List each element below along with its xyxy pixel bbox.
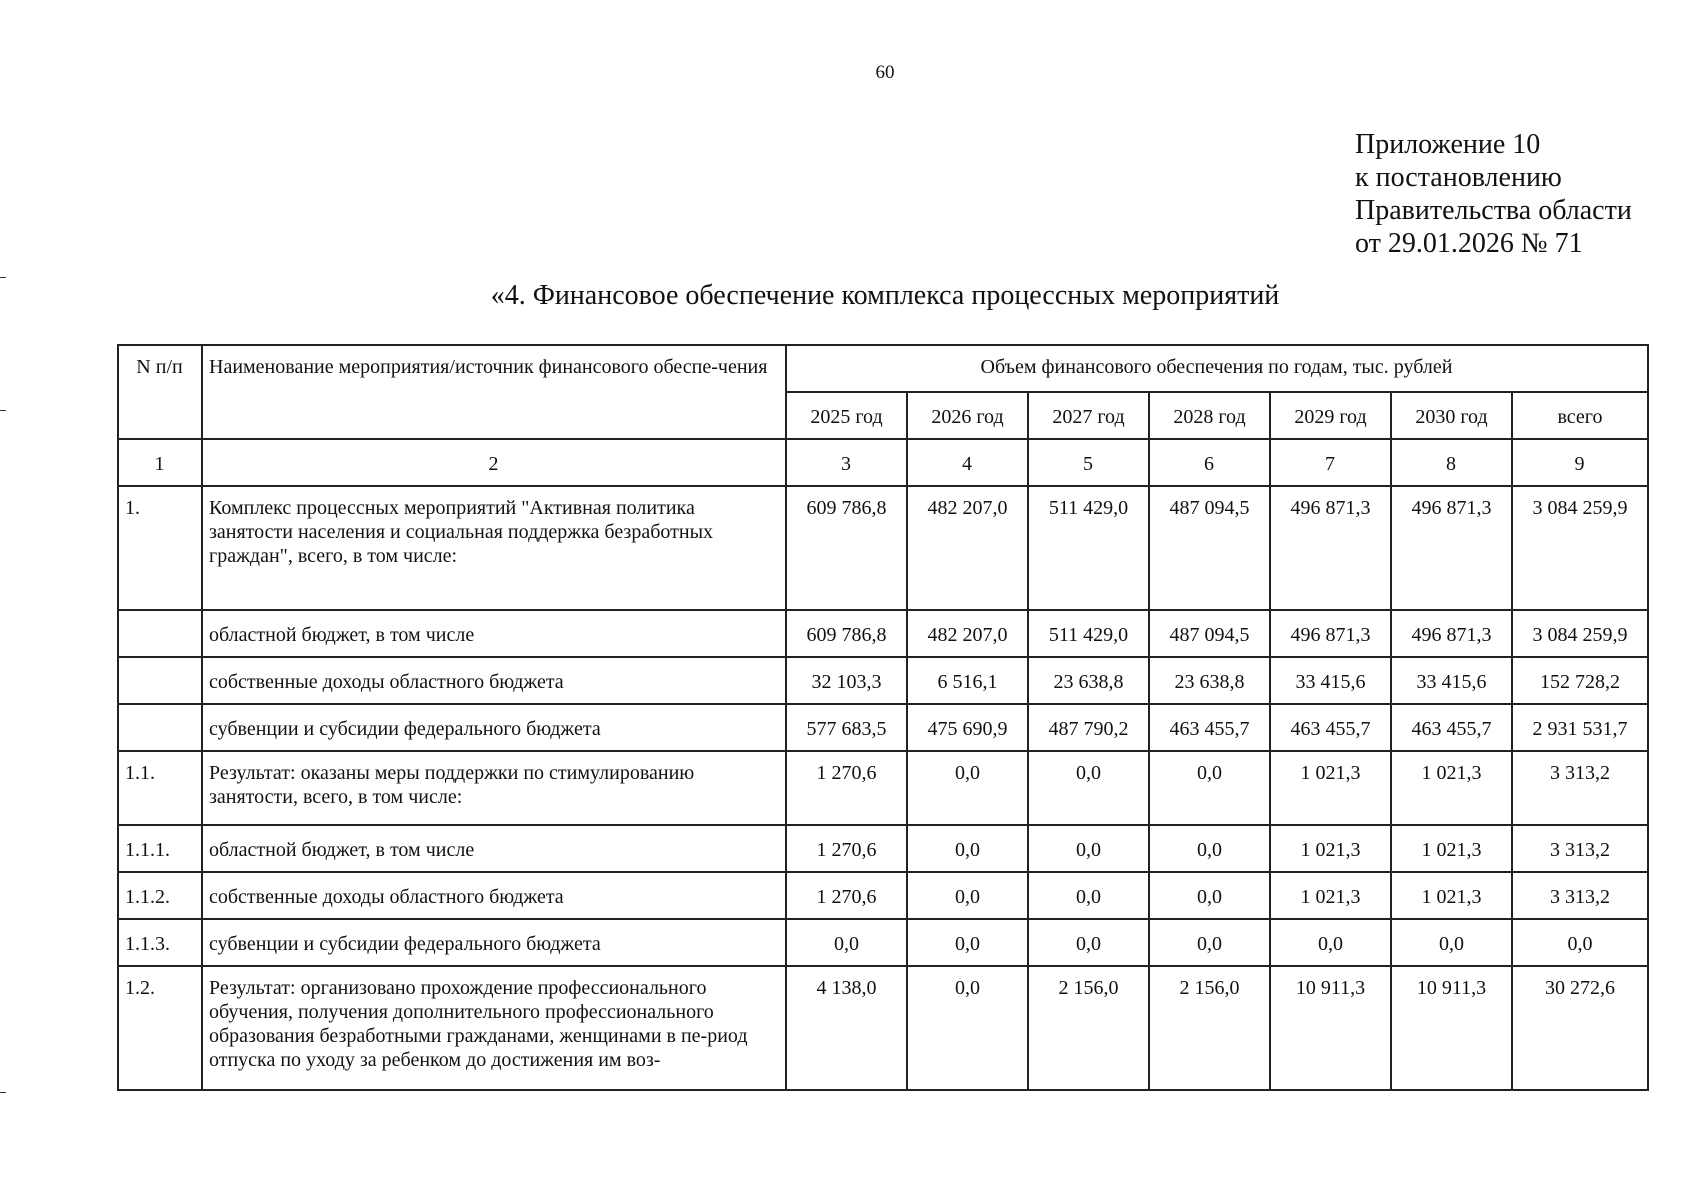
row-value: 1 270,6	[786, 751, 907, 825]
row-value: 33 415,6	[1391, 657, 1512, 704]
appendix-block	[1355, 128, 1632, 260]
table-row	[118, 966, 1648, 1090]
row-value: 10 911,3	[1270, 966, 1391, 1090]
row-value: 482 207,0	[907, 610, 1028, 657]
row-value: 0,0	[1028, 919, 1149, 966]
row-value: 511 429,0	[1028, 486, 1149, 610]
row-value: 609 786,8	[786, 486, 907, 610]
row-value: 0,0	[1149, 872, 1270, 919]
row-name: Результат: организовано прохождение профессионального обучения, получения дополнительного профессионального образования безработными гражданами, женщинами в пе-риод отпуска по уходу за ребенком до достижения им воз-	[202, 966, 786, 1090]
column-number: 7	[1270, 439, 1391, 486]
row-value: 1 270,6	[786, 825, 907, 872]
header-volume: Объем финансового обеспечения по годам, тыс. рублей	[786, 345, 1648, 392]
header-row	[118, 345, 1648, 392]
table-row	[118, 825, 1648, 872]
row-value: 463 455,7	[1270, 704, 1391, 751]
row-value: 1 021,3	[1270, 872, 1391, 919]
column-number: 9	[1512, 439, 1648, 486]
row-value: 0,0	[1149, 825, 1270, 872]
row-name: областной бюджет, в том числе	[202, 825, 786, 872]
row-value-total: 2 931 531,7	[1512, 704, 1648, 751]
column-number: 5	[1028, 439, 1149, 486]
row-value: 6 516,1	[907, 657, 1028, 704]
row-value: 0,0	[907, 825, 1028, 872]
row-value-total: 30 272,6	[1512, 966, 1648, 1090]
column-number: 2	[202, 439, 786, 486]
header-year-total: всего	[1512, 392, 1648, 439]
row-value: 496 871,3	[1391, 610, 1512, 657]
row-value: 23 638,8	[1028, 657, 1149, 704]
row-value: 2 156,0	[1028, 966, 1149, 1090]
row-value-total: 3 313,2	[1512, 872, 1648, 919]
header-num: N п/п	[118, 345, 202, 439]
row-value: 0,0	[1028, 825, 1149, 872]
row-value: 1 021,3	[1270, 825, 1391, 872]
row-number	[118, 610, 202, 657]
appendix-line: Правительства области	[1355, 195, 1632, 226]
scan-edge-mark	[0, 1092, 6, 1093]
row-value: 0,0	[786, 919, 907, 966]
scan-edge-mark	[0, 410, 6, 411]
table-row	[118, 919, 1648, 966]
column-number: 6	[1149, 439, 1270, 486]
table-row	[118, 657, 1648, 704]
row-value: 0,0	[1149, 919, 1270, 966]
row-value: 1 021,3	[1391, 825, 1512, 872]
row-value: 0,0	[907, 872, 1028, 919]
row-name: Комплекс процессных мероприятий "Активная политика занятости населения и социальная поддержка безработных граждан", всего, в том числе:	[202, 486, 786, 610]
row-value: 463 455,7	[1391, 704, 1512, 751]
header-year: 2027 год	[1028, 392, 1149, 439]
page-number: 60	[875, 62, 895, 83]
row-value: 0,0	[1028, 751, 1149, 825]
row-value: 463 455,7	[1149, 704, 1270, 751]
table-row	[118, 872, 1648, 919]
row-name: собственные доходы областного бюджета	[202, 657, 786, 704]
row-value: 1 021,3	[1391, 872, 1512, 919]
row-value: 0,0	[1270, 919, 1391, 966]
row-value: 577 683,5	[786, 704, 907, 751]
header-year: 2030 год	[1391, 392, 1512, 439]
appendix-line: к постановлению	[1355, 162, 1562, 193]
row-number: 1.1.3.	[118, 919, 202, 966]
row-number	[118, 704, 202, 751]
row-name: субвенции и субсидии федерального бюджета	[202, 919, 786, 966]
column-number: 1	[118, 439, 202, 486]
table-row	[118, 704, 1648, 751]
row-value-total: 3 084 259,9	[1512, 486, 1648, 610]
row-value: 482 207,0	[907, 486, 1028, 610]
row-name: собственные доходы областного бюджета	[202, 872, 786, 919]
scan-edge-mark	[0, 277, 6, 278]
row-value: 2 156,0	[1149, 966, 1270, 1090]
row-name: Результат: оказаны меры поддержки по стимулированию занятости, всего, в том числе:	[202, 751, 786, 825]
row-value-total: 3 084 259,9	[1512, 610, 1648, 657]
row-value: 511 429,0	[1028, 610, 1149, 657]
header-year: 2028 год	[1149, 392, 1270, 439]
row-name: субвенции и субсидии федерального бюджета	[202, 704, 786, 751]
row-number: 1.1.2.	[118, 872, 202, 919]
row-number: 1.1.1.	[118, 825, 202, 872]
row-value: 33 415,6	[1270, 657, 1391, 704]
table-row	[118, 751, 1648, 825]
row-value: 487 094,5	[1149, 610, 1270, 657]
row-number	[118, 657, 202, 704]
row-value: 32 103,3	[786, 657, 907, 704]
row-value: 1 270,6	[786, 872, 907, 919]
column-number: 3	[786, 439, 907, 486]
row-value-total: 0,0	[1512, 919, 1648, 966]
row-value: 609 786,8	[786, 610, 907, 657]
row-value: 0,0	[1149, 751, 1270, 825]
row-number: 1.	[118, 486, 202, 610]
header-year: 2025 год	[786, 392, 907, 439]
row-value: 496 871,3	[1270, 486, 1391, 610]
row-value: 4 138,0	[786, 966, 907, 1090]
appendix-line: Приложение 10	[1355, 129, 1541, 160]
row-value: 1 021,3	[1391, 751, 1512, 825]
row-value: 0,0	[907, 919, 1028, 966]
row-value-total: 3 313,2	[1512, 751, 1648, 825]
table-row	[118, 610, 1648, 657]
row-value: 0,0	[907, 751, 1028, 825]
row-value: 0,0	[1391, 919, 1512, 966]
row-number: 1.1.	[118, 751, 202, 825]
header-year: 2026 год	[907, 392, 1028, 439]
column-number-row	[118, 439, 1648, 486]
row-value: 23 638,8	[1149, 657, 1270, 704]
column-number: 8	[1391, 439, 1512, 486]
row-value: 496 871,3	[1391, 486, 1512, 610]
row-value: 487 094,5	[1149, 486, 1270, 610]
row-number: 1.2.	[118, 966, 202, 1090]
document-title: «4. Финансовое обеспечение комплекса процессных мероприятий	[490, 280, 1280, 311]
header-year: 2029 год	[1270, 392, 1391, 439]
row-value: 475 690,9	[907, 704, 1028, 751]
row-name: областной бюджет, в том числе	[202, 610, 786, 657]
financing-table	[117, 344, 1649, 1091]
row-value-total: 3 313,2	[1512, 825, 1648, 872]
row-value: 487 790,2	[1028, 704, 1149, 751]
row-value: 1 021,3	[1270, 751, 1391, 825]
row-value: 496 871,3	[1270, 610, 1391, 657]
row-value-total: 152 728,2	[1512, 657, 1648, 704]
row-value: 10 911,3	[1391, 966, 1512, 1090]
column-number: 4	[907, 439, 1028, 486]
header-name: Наименование мероприятия/источник финансового обеспе-чения	[202, 345, 786, 439]
table-row	[118, 486, 1648, 610]
appendix-line: от 29.01.2026 № 71	[1355, 228, 1583, 259]
row-value: 0,0	[907, 966, 1028, 1090]
row-value: 0,0	[1028, 872, 1149, 919]
